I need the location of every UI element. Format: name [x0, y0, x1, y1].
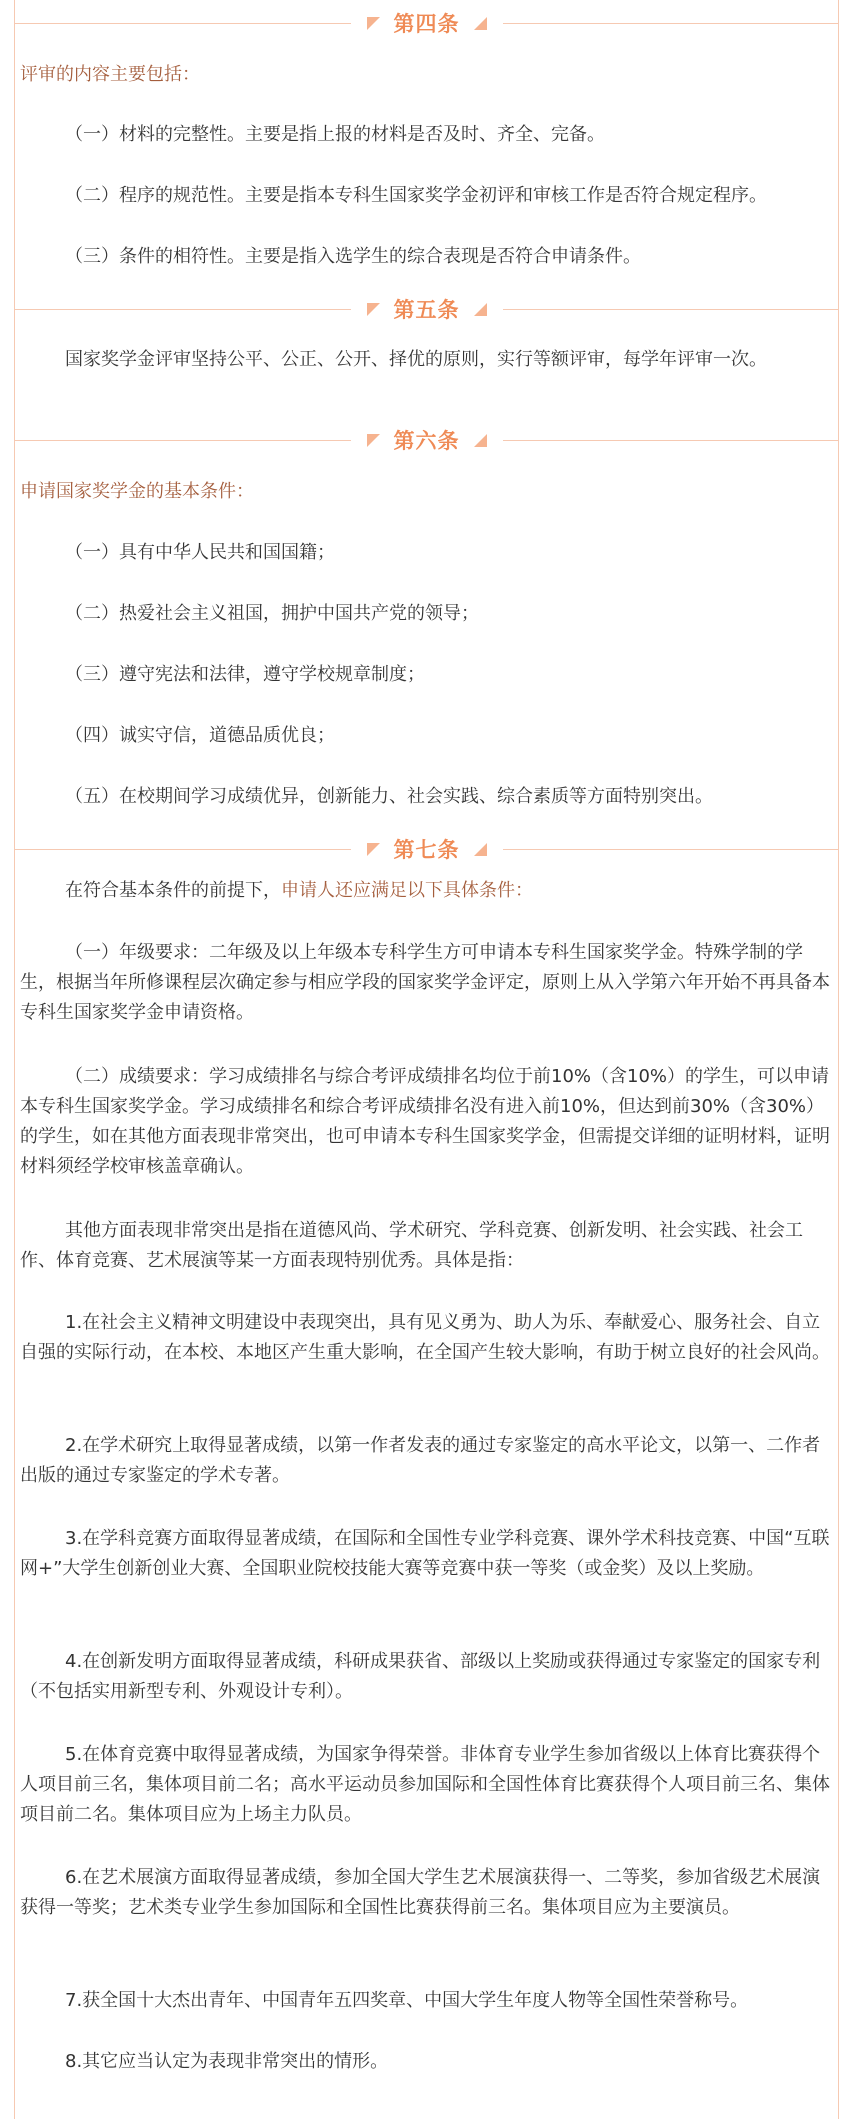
section-header [14, 4, 839, 42]
section-body: 国家奖学金评审坚持公平、公正、公开、择优的原则，实行等额评审，每学年评审一次。 [65, 349, 767, 370]
corner-decoration-icon [367, 434, 380, 447]
paragraph: （二）成绩要求：学习成绩排名与综合考评成绩排名均位于前10%（含10%）的学生，可以申请本专科生国家奖学金。学习成绩排名和综合考评成绩排名没有进入前10%，但达到前30%（含30%）的学生，如在其他方面表现非常突出，也可申请本专科生国家奖学金，但需提交详细的证明材料，证明材料须经学校审核盖章确认。 [20, 1066, 830, 1177]
section-intro: 评审的内容主要包括： [20, 64, 200, 85]
corner-decoration-icon [367, 17, 380, 30]
section-header [14, 830, 839, 868]
corner-decoration-icon [474, 434, 487, 447]
paragraph: 2.在学术研究上取得显著成绩，以第一作者发表的通过专家鉴定的高水平论文，以第一、二作者出版的通过专家鉴定的学术专著。 [20, 1435, 821, 1486]
list-item: （二）程序的规范性。主要是指本专科生国家奖学金初评和审核工作是否符合规定程序。 [65, 185, 767, 206]
corner-decoration-icon [367, 303, 380, 316]
section-header [14, 290, 839, 328]
lead-highlight: 申请人还应满足以下具体条件： [281, 880, 533, 901]
section-title: 第五条 [393, 298, 460, 322]
list-item: （二）热爱社会主义祖国，拥护中国共产党的领导； [65, 603, 479, 624]
section-article-6 [14, 421, 839, 459]
section-article-4 [14, 4, 839, 42]
paragraph: （一）年级要求：二年级及以上年级本专科学生方可申请本专科生国家奖学金。特殊学制的学生，根据当年所修课程层次确定参与相应学段的国家奖学金评定，原则上从入学第六年开始不再具备本专科生国家奖学金申请资格。 [20, 942, 830, 1023]
section-article-7 [14, 830, 839, 868]
corner-decoration-icon [474, 303, 487, 316]
section-title: 第七条 [393, 838, 460, 862]
section-title: 第六条 [393, 429, 460, 453]
section-intro: 申请国家奖学金的基本条件： [20, 481, 254, 502]
lead-prefix: 在符合基本条件的前提下， [65, 880, 281, 901]
list-item: （五）在校期间学习成绩优异，创新能力、社会实践、综合素质等方面特别突出。 [65, 786, 713, 807]
paragraph: 8.其它应当认定为表现非常突出的情形。 [65, 2051, 389, 2072]
section-title: 第四条 [393, 12, 460, 36]
paragraph: 1.在社会主义精神文明建设中表现突出，具有见义勇为、助人为乐、奉献爱心、服务社会、自立自强的实际行动，在本校、本地区产生重大影响，在全国产生较大影响，有助于树立良好的社会风尚。 [20, 1312, 830, 1363]
corner-decoration-icon [367, 843, 380, 856]
list-item: （一）材料的完整性。主要是指上报的材料是否及时、齐全、完备。 [65, 124, 605, 145]
section-lead [20, 876, 835, 906]
paragraph: 5.在体育竞赛中取得显著成绩，为国家争得荣誉。非体育专业学生参加省级以上体育比赛获得个人项目前三名，集体项目前二名；高水平运动员参加国际和全国性体育比赛获得个人项目前三名、集体项目前二名。集体项目应为上场主力队员。 [20, 1744, 830, 1825]
list-item: （一）具有中华人民共和国国籍； [65, 542, 335, 563]
section-header [14, 421, 839, 459]
list-item: （四）诚实守信，道德品质优良； [65, 725, 335, 746]
section-article-5 [14, 290, 839, 328]
corner-decoration-icon [474, 17, 487, 30]
paragraph: 7.获全国十大杰出青年、中国青年五四奖章、中国大学生年度人物等全国性荣誉称号。 [65, 1990, 749, 2011]
list-item: （三）遵守宪法和法律，遵守学校规章制度； [65, 664, 425, 685]
paragraph: 6.在艺术展演方面取得显著成绩，参加全国大学生艺术展演获得一、二等奖，参加省级艺术展演获得一等奖；艺术类专业学生参加国际和全国性比赛获得前三名。集体项目应为主要演员。 [20, 1867, 821, 1918]
paragraph: 3.在学科竞赛方面取得显著成绩，在国际和全国性专业学科竞赛、课外学术科技竞赛、中国“互联网+”大学生创新创业大赛、全国职业院校技能大赛等竞赛中获一等奖（或金奖）及以上奖励。 [20, 1528, 830, 1579]
corner-decoration-icon [474, 843, 487, 856]
paragraph: 其他方面表现非常突出是指在道德风尚、学术研究、学科竞赛、创新发明、社会实践、社会工作、体育竞赛、艺术展演等某一方面表现特别优秀。具体是指： [20, 1220, 803, 1271]
paragraph: 4.在创新发明方面取得显著成绩，科研成果获省、部级以上奖励或获得通过专家鉴定的国家专利（不包括实用新型专利、外观设计专利）。 [20, 1651, 821, 1702]
list-item: （三）条件的相符性。主要是指入选学生的综合表现是否符合申请条件。 [65, 246, 641, 267]
